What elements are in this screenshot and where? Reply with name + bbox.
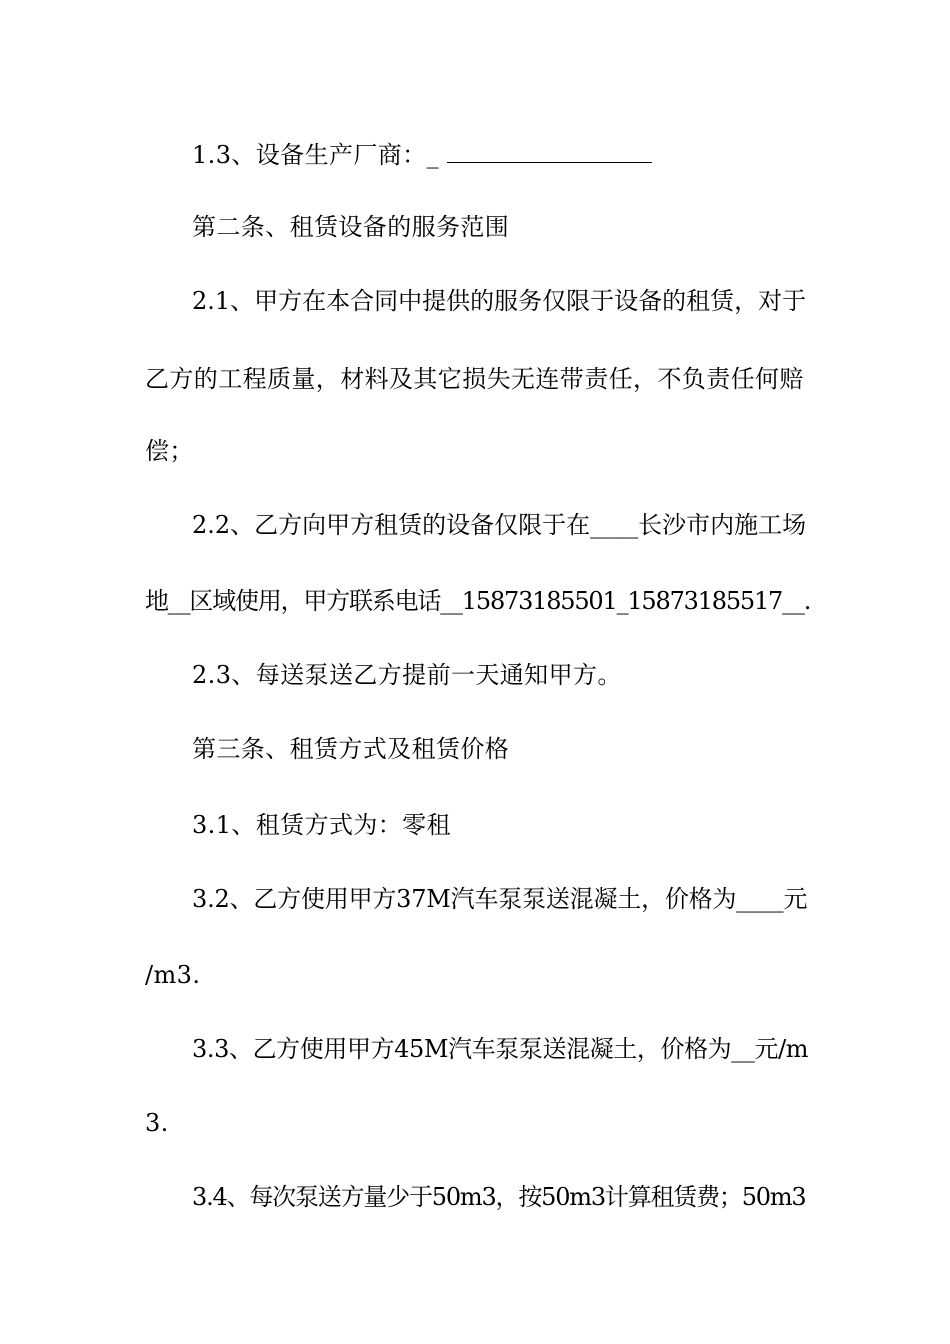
clause-3-2-line-1: 3.2、乙方使用甲方37M汽车泵泵送混凝土，价格为____元 <box>192 885 808 913</box>
clause-3-4-line-1: 3.4、每次泵送方量少于50m3，按50m3计算租赁费；50m3 <box>192 1183 806 1211</box>
manufacturer-blank <box>447 140 652 163</box>
clause-3-3-line-2: 3. <box>145 1109 169 1137</box>
clause-1-3-text: 1.3、设备生产厂商：_ <box>192 141 447 169</box>
clause-2-2-line-1: 2.2、乙方向甲方租赁的设备仅限于在____长沙市内施工场 <box>192 511 807 539</box>
clause-3-1: 3.1、租赁方式为：零租 <box>192 811 451 839</box>
clause-2-2-line-2: 地__区域使用，甲方联系电话__15873185501_15873185517__. <box>145 587 811 615</box>
clause-2-1-line-1: 2.1、甲方在本合同中提供的服务仅限于设备的租赁，对于 <box>192 287 807 315</box>
article-2-heading: 第二条、租赁设备的服务范围 <box>192 213 510 241</box>
clause-1-3 <box>192 140 810 170</box>
clause-2-1-line-2: 乙方的工程质量，材料及其它损失无连带责任，不负责任何赔 <box>145 365 804 393</box>
clause-3-3-line-1: 3.3、乙方使用甲方45M汽车泵泵送混凝土，价格为__元/m <box>192 1035 809 1063</box>
clause-2-3: 2.3、每送泵送乙方提前一天通知甲方。 <box>192 661 622 689</box>
article-3-heading: 第三条、租赁方式及租赁价格 <box>192 735 510 763</box>
clause-3-2-line-2: /m3. <box>145 961 201 989</box>
clause-2-1-line-3: 偿； <box>145 437 194 465</box>
